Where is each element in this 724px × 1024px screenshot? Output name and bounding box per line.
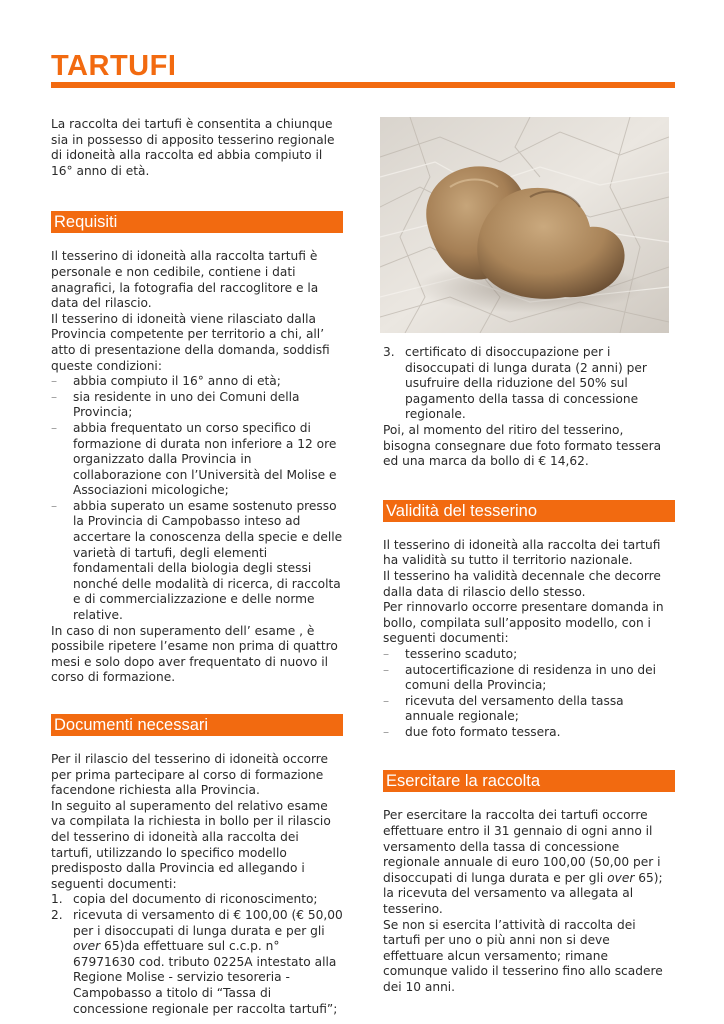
esercitare-text-a: Per esercitare la raccolta dei tartufi occorre effettuare entro il 31 gennaio di ogni anno il versamento della tassa di concessione regionale annuale di euro 100,00 (50,00 per i disoccupati di lunga durata e per gli bbox=[383, 808, 661, 885]
page-title: TARTUFI bbox=[51, 50, 177, 82]
requisiti-paragraph-3: In caso di non superamento dell’ esame , è possibile ripetere l’esame non prima di quattro mesi e solo dopo aver frequentato di nuovo il corso di formazione. bbox=[51, 623, 338, 685]
documenti-paragraph-3: Poi, al momento del ritiro del tesserino, bisogna consegnare due foto formato tessera ed una marca da bollo di € 14,62. bbox=[383, 422, 662, 469]
list-item: – abbia compiuto il 16° anno di età; bbox=[51, 374, 343, 390]
right-column bbox=[383, 345, 673, 996]
requisiti-paragraph-1: Il tesserino di idoneità alla raccolta tartufi è personale e non cedibile, contiene i dati anagrafici, la fotografia del raccoglitore e la data del rilascio. bbox=[51, 249, 319, 311]
list-item: – ricevuta del versamento della tassa annuale regionale; bbox=[383, 694, 673, 725]
truffle-photo bbox=[380, 117, 669, 333]
list-text-a: ricevuta di versamento di € 100,00 (€ 50,00 per i disoccupati di lunga durata e per gli bbox=[73, 907, 343, 938]
esercitare-paragraph-1 bbox=[383, 808, 673, 917]
list-item bbox=[383, 345, 673, 423]
list-text-b: 65)da effettuare sul c.c.p. n° 67971630 cod. tributo 0225A intestato alla Regione Molise - servizio tesoreria - Campobasso a titolo di “Tassa di concessione regionale per raccolta tartufi”; bbox=[73, 939, 338, 1016]
list-number: 3. bbox=[383, 345, 395, 359]
list-item bbox=[51, 892, 343, 908]
list-item: – sia residente in uno dei Comuni della Provincia; bbox=[51, 390, 343, 421]
esercitare-paragraph-2: Se non si esercita l’attività di raccolta dei tartufi per uno o più anni non si deve effettuare alcun versamento; rimane comunque valido il tesserino fino allo scadere dei 10 anni. bbox=[383, 917, 663, 994]
list-text: certificato di disoccupazione per i disoccupati di lunga durata (2 anni) per usufruire della riduzione del 50% sul pagamento della tassa di concessione regionale. bbox=[405, 345, 647, 422]
list-item: – due foto formato tessera. bbox=[383, 725, 673, 741]
documenti-paragraph-2: In seguito al superamento del relativo esame va compilata la richiesta in bollo per il rilascio del tesserino di idoneità alla raccolta dei tartufi, utilizzando lo specifico modello predisposto dalla Provincia ed allegando i seguenti documenti: bbox=[51, 798, 331, 891]
documenti-heading: Documenti necessari bbox=[51, 714, 343, 736]
documenti-paragraph-1: Per il rilascio del tesserino di idoneità occorre per prima partecipare al corso di formazione facendone richiesta alla Provincia. bbox=[51, 752, 329, 798]
documenti-list bbox=[51, 892, 343, 1017]
list-item: – tesserino scaduto; bbox=[383, 647, 673, 663]
list-item: – abbia frequentato un corso specifico di formazione di durata non inferiore a 12 ore organizzato dalla Provincia in collaborazione con l’Università del Molise e Associazioni micologiche; bbox=[51, 421, 343, 499]
esercitare-text-b: 65); la ricevuta del versamento va allegata al tesserino. bbox=[383, 870, 663, 917]
esercitare-heading: Esercitare la raccolta bbox=[383, 770, 675, 792]
list-number: 2. bbox=[51, 907, 63, 922]
list-text: copia del documento di riconoscimento; bbox=[73, 892, 318, 907]
requisiti-paragraph-2: Il tesserino di idoneità viene rilasciato dalla Provincia competente per territorio a chi, all’ atto di presentazione della domanda, soddisfi queste condizioni: bbox=[51, 311, 330, 373]
list-item bbox=[51, 908, 343, 1017]
list-number: 1. bbox=[51, 892, 63, 907]
list-item: – abbia superato un esame sostenuto presso la Provincia di Campobasso inteso ad accertare la conoscenza della specie e delle varietà di tartufi, degli elementi fondamentali della biologia degli stessi nonché delle modalità di ricerca, di raccolta e di commercializzazione e delle norme relative. bbox=[51, 499, 343, 624]
title-rule bbox=[51, 82, 675, 88]
validita-paragraph-1: Il tesserino di idoneità alla raccolta dei tartufi ha validità su tutto il territorio nazionale. bbox=[383, 537, 661, 568]
list-item: – autocertificazione di residenza in uno dei comuni della Provincia; bbox=[383, 663, 673, 694]
esercitare-text-em: over bbox=[607, 870, 635, 885]
validita-heading: Validità del tesserino bbox=[383, 500, 675, 522]
validita-list bbox=[383, 647, 673, 741]
list-text-em: over bbox=[73, 939, 101, 954]
validita-paragraph-2: Il tesserino ha validità decennale che decorre dalla data di rilascio dello stesso. bbox=[383, 568, 661, 599]
validita-paragraph-3: Per rinnovarlo occorre presentare domanda in bollo, compilata sull’apposito modello, con i seguenti documenti: bbox=[383, 600, 664, 646]
left-column bbox=[51, 117, 343, 1017]
documenti-list-continued bbox=[383, 345, 673, 423]
intro-text: La raccolta dei tartufi è consentita a chiunque sia in possesso di apposito tesserino regionale di idoneità alla raccolta ed abbia compiuto il 16° anno di età. bbox=[51, 117, 335, 178]
requisiti-heading: Requisiti bbox=[51, 211, 343, 233]
requisiti-list bbox=[51, 374, 343, 624]
